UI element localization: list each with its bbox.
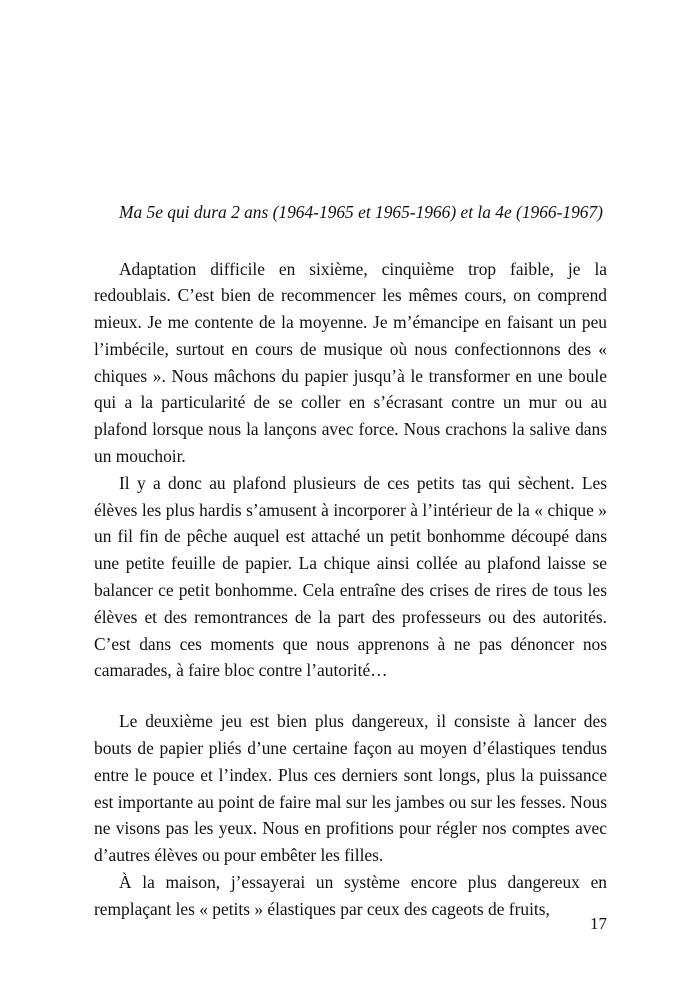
paragraph: Il y a donc au plafond plusieurs de ces petits tas qui sèchent. Les élèves les plus hardis s’amusent à incorporer à l’intérieur de la « chique » un fil fin de pêche auquel est attaché un petit bonhomme découpé dans une petite feuille de papier. La chique ainsi collée au plafond laisse se balancer ce petit bonhomme. Cela entraîne des crises de rires de tous les élèves et des remontrances de la part des professeurs ou des autorités. C’est dans ces moments que nous apprenons à ne pas dénoncer nos camarades, à faire bloc contre l’autorité…	[94, 472, 607, 681]
paragraph: Adaptation difficile en sixième, cinquième trop faible, je la redoublais. C’est bien de recommencer les mêmes cours, on comprend mieux. Je me contente de la moyenne. Je m’émancipe en faisant un peu l’imbécile, surtout en cours de musique où nous confectionnons des « chiques ». Nous mâchons du papier jusqu’à le transformer en une boule qui a la particularité de se coller en s’écrasant contre un mur ou au plafond lorsque nous la lançons avec force. Nous crachons la salive dans un mouchoir.	[94, 258, 607, 467]
paragraph: Le deuxième jeu est bien plus dangereux, il consiste à lancer des bouts de papier pliés d’une certaine façon au moyen d’élastiques tendus entre le pouce et l’index. Plus ces derniers sont longs, plus la puissance est importante au point de faire mal sur les jambes ou sur les fesses. Nous ne visons pas les yeux. Nous en profitions pour régler nos comptes avec d’autres élèves ou pour embêter les filles.	[94, 711, 607, 866]
page-body	[94, 199, 607, 923]
section-heading: Ma 5e qui dura 2 ans (1964-1965 et 1965-1966) et la 4e (1966-1967)	[119, 202, 603, 222]
page-number: 17	[590, 914, 607, 933]
paragraph-gap	[94, 684, 607, 708]
paragraph: À la maison, j’essayerai un système encore plus dangereux en remplaçant les « petits » élastiques par ceux des cageots de fruits,	[94, 872, 607, 919]
